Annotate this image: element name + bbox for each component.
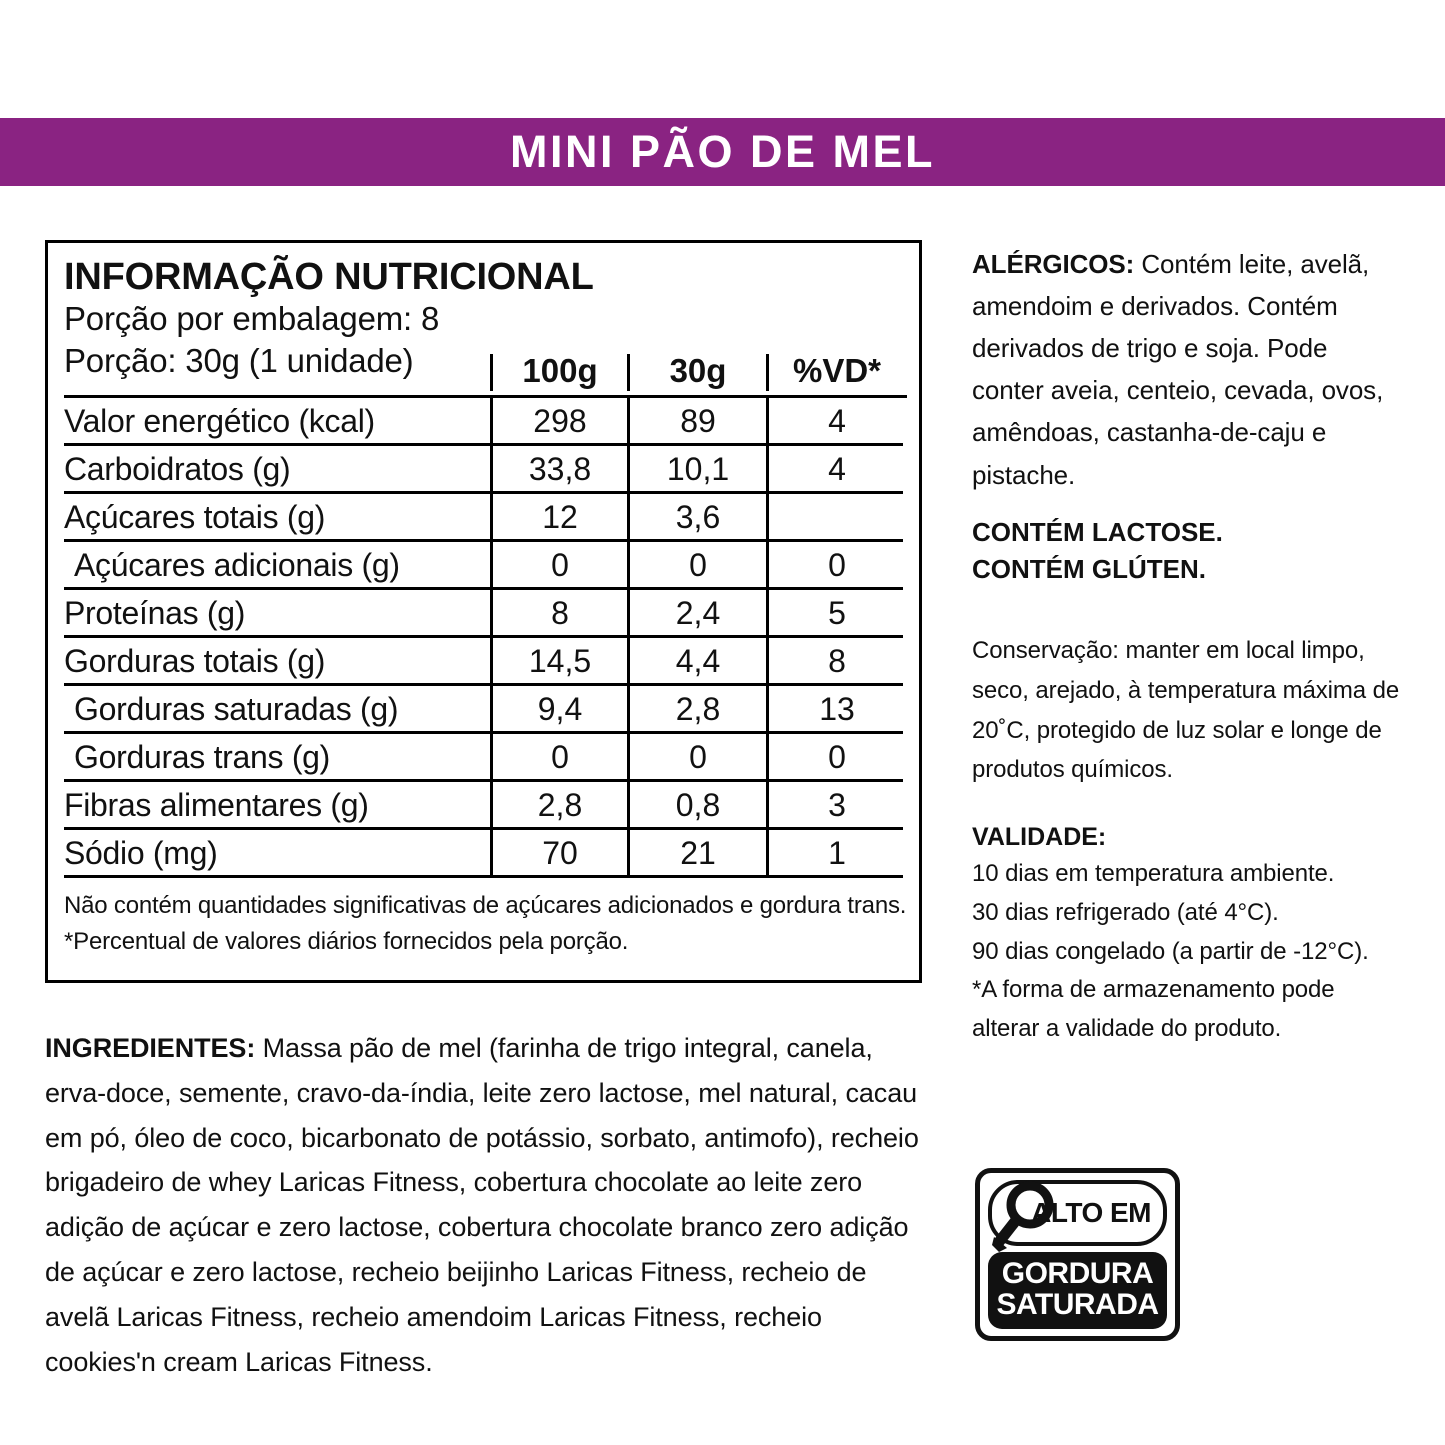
- nutrient-label: Gorduras trans (g): [74, 738, 331, 775]
- nutrient-label: Proteínas (g): [64, 594, 246, 631]
- value-vd: 3: [766, 782, 905, 827]
- value-100g: 0: [490, 734, 627, 779]
- value-100g: 70: [490, 830, 627, 875]
- table-note-insignificant: Não contém quantidades significativas de açúcares adicionados e gordura trans.: [64, 892, 907, 920]
- value-30g: 3,6: [627, 494, 766, 539]
- value-100g: 0: [490, 542, 627, 587]
- value-100g: 8: [490, 590, 627, 635]
- value-vd: 4: [766, 446, 905, 491]
- table-note-vd: *Percentual de valores diários fornecidos pela porção.: [64, 928, 629, 956]
- nutrition-table-title: INFORMAÇÃO NUTRICIONAL: [64, 256, 594, 298]
- table-row: [64, 446, 903, 494]
- value-30g: 21: [627, 830, 766, 875]
- table-row: [64, 398, 903, 446]
- contains-gluten-text: CONTÉM GLÚTEN.: [972, 553, 1206, 584]
- value-vd: 13: [766, 686, 905, 731]
- table-row: [64, 494, 903, 542]
- value-100g: 298: [490, 398, 627, 443]
- seal-top-text: ALTO EM: [1031, 1197, 1151, 1228]
- ingredients-heading: INGREDIENTES:: [45, 1033, 256, 1063]
- value-100g: 2,8: [490, 782, 627, 827]
- value-100g: 33,8: [490, 446, 627, 491]
- serving-size: Porção: 30g (1 unidade): [64, 341, 414, 379]
- value-30g: 4,4: [627, 638, 766, 683]
- seal-bottom-box: [988, 1252, 1167, 1329]
- value-30g: 0: [627, 542, 766, 587]
- table-row: [64, 590, 903, 638]
- allergens-heading: ALÉRGICOS:: [972, 249, 1135, 279]
- nutrient-label: Gorduras totais (g): [64, 642, 326, 679]
- table-row: [64, 638, 903, 686]
- conservation-text: Conservação: manter em local limpo, seco, arejado, à temperatura máxima de 20˚C, protegido de luz solar e longe de produtos químicos.: [972, 637, 1400, 784]
- column-header-30g: 30g: [627, 354, 766, 391]
- value-vd: [766, 494, 905, 539]
- value-30g: 10,1: [627, 446, 766, 491]
- value-100g: 9,4: [490, 686, 627, 731]
- value-30g: 0,8: [627, 782, 766, 827]
- seal-nutrient-line-2: SATURADA: [996, 1287, 1159, 1321]
- nutrition-facts-table: [45, 240, 922, 983]
- allergens-paragraph: [972, 243, 1402, 496]
- nutrient-label: Açúcares adicionais (g): [74, 546, 400, 583]
- table-row: [64, 542, 903, 590]
- value-vd: 5: [766, 590, 905, 635]
- value-30g: 0: [627, 734, 766, 779]
- ingredients-body: Massa pão de mel (farinha de trigo integral, canela, erva-doce, semente, cravo-da-índia, leite zero lactose, mel natural, cacau em pó, óleo de coco, bicarbonato de potássio, sorbato, antimofo), recheio brigadeiro de whey Laricas Fitness, cobertura chocolate ao leite zero adição de açúcar e zero lactose, cobertura chocolate branco zero adição de açúcar e zero lactose, recheio beijinho Laricas Fitness, recheio de avelã Laricas Fitness, recheio amendoim Laricas Fitness, recheio cookies'n cream Laricas Fitness.: [45, 1033, 919, 1377]
- value-30g: 2,8: [627, 686, 766, 731]
- validity-line-frozen: 90 dias congelado (a partir de -12°C).: [972, 937, 1369, 965]
- value-30g: 2,4: [627, 590, 766, 635]
- value-vd: 0: [766, 734, 905, 779]
- table-row: [64, 782, 903, 830]
- table-column-headers: [64, 337, 903, 391]
- table-row: [64, 734, 903, 782]
- column-header-vd: %VD*: [766, 354, 905, 391]
- validity-note-storage: *A forma de armazenamento pode alterar a validade do produto.: [972, 976, 1335, 1043]
- seal-nutrient-line-1: GORDURA: [1001, 1256, 1154, 1290]
- column-header-100g: 100g: [490, 354, 627, 391]
- magnifier-icon: [990, 1178, 1062, 1254]
- value-vd: 8: [766, 638, 905, 683]
- nutrient-label: Fibras alimentares (g): [64, 786, 369, 823]
- table-row: [64, 830, 903, 878]
- product-title-banner: [0, 118, 1445, 186]
- allergens-body: Contém leite, avelã, amendoim e derivados. Contém derivados de trigo e soja. Pode conter aveia, centeio, cevada, ovos, amêndoas, castanha-de-caju e pistache.: [972, 249, 1384, 490]
- value-vd: 4: [766, 398, 905, 443]
- nutrient-label: Valor energético (kcal): [64, 402, 375, 439]
- nutrient-label: Carboidratos (g): [64, 450, 291, 487]
- value-30g: 89: [627, 398, 766, 443]
- high-in-warning-seal: [975, 1168, 1180, 1341]
- seal-top-pill: [988, 1180, 1167, 1246]
- validity-heading: VALIDADE:: [972, 822, 1107, 851]
- ingredients-paragraph: [45, 1026, 925, 1385]
- value-vd: 0: [766, 542, 905, 587]
- right-info-column: [972, 243, 1402, 1049]
- nutrient-label: Gorduras saturadas (g): [74, 690, 399, 727]
- servings-per-package: Porção por embalagem: 8: [64, 300, 440, 338]
- product-title: MINI PÃO DE MEL: [509, 126, 935, 177]
- validity-line-ambient: 10 dias em temperatura ambiente.: [972, 859, 1335, 887]
- contains-lactose-text: CONTÉM LACTOSE.: [972, 516, 1223, 547]
- table-row: [64, 686, 903, 734]
- nutrient-label: Sódio (mg): [64, 834, 218, 871]
- value-100g: 12: [490, 494, 627, 539]
- value-vd: 1: [766, 830, 905, 875]
- nutrient-label: Açúcares totais (g): [64, 498, 326, 535]
- validity-line-refrigerated: 30 dias refrigerado (até 4°C).: [972, 898, 1279, 926]
- value-100g: 14,5: [490, 638, 627, 683]
